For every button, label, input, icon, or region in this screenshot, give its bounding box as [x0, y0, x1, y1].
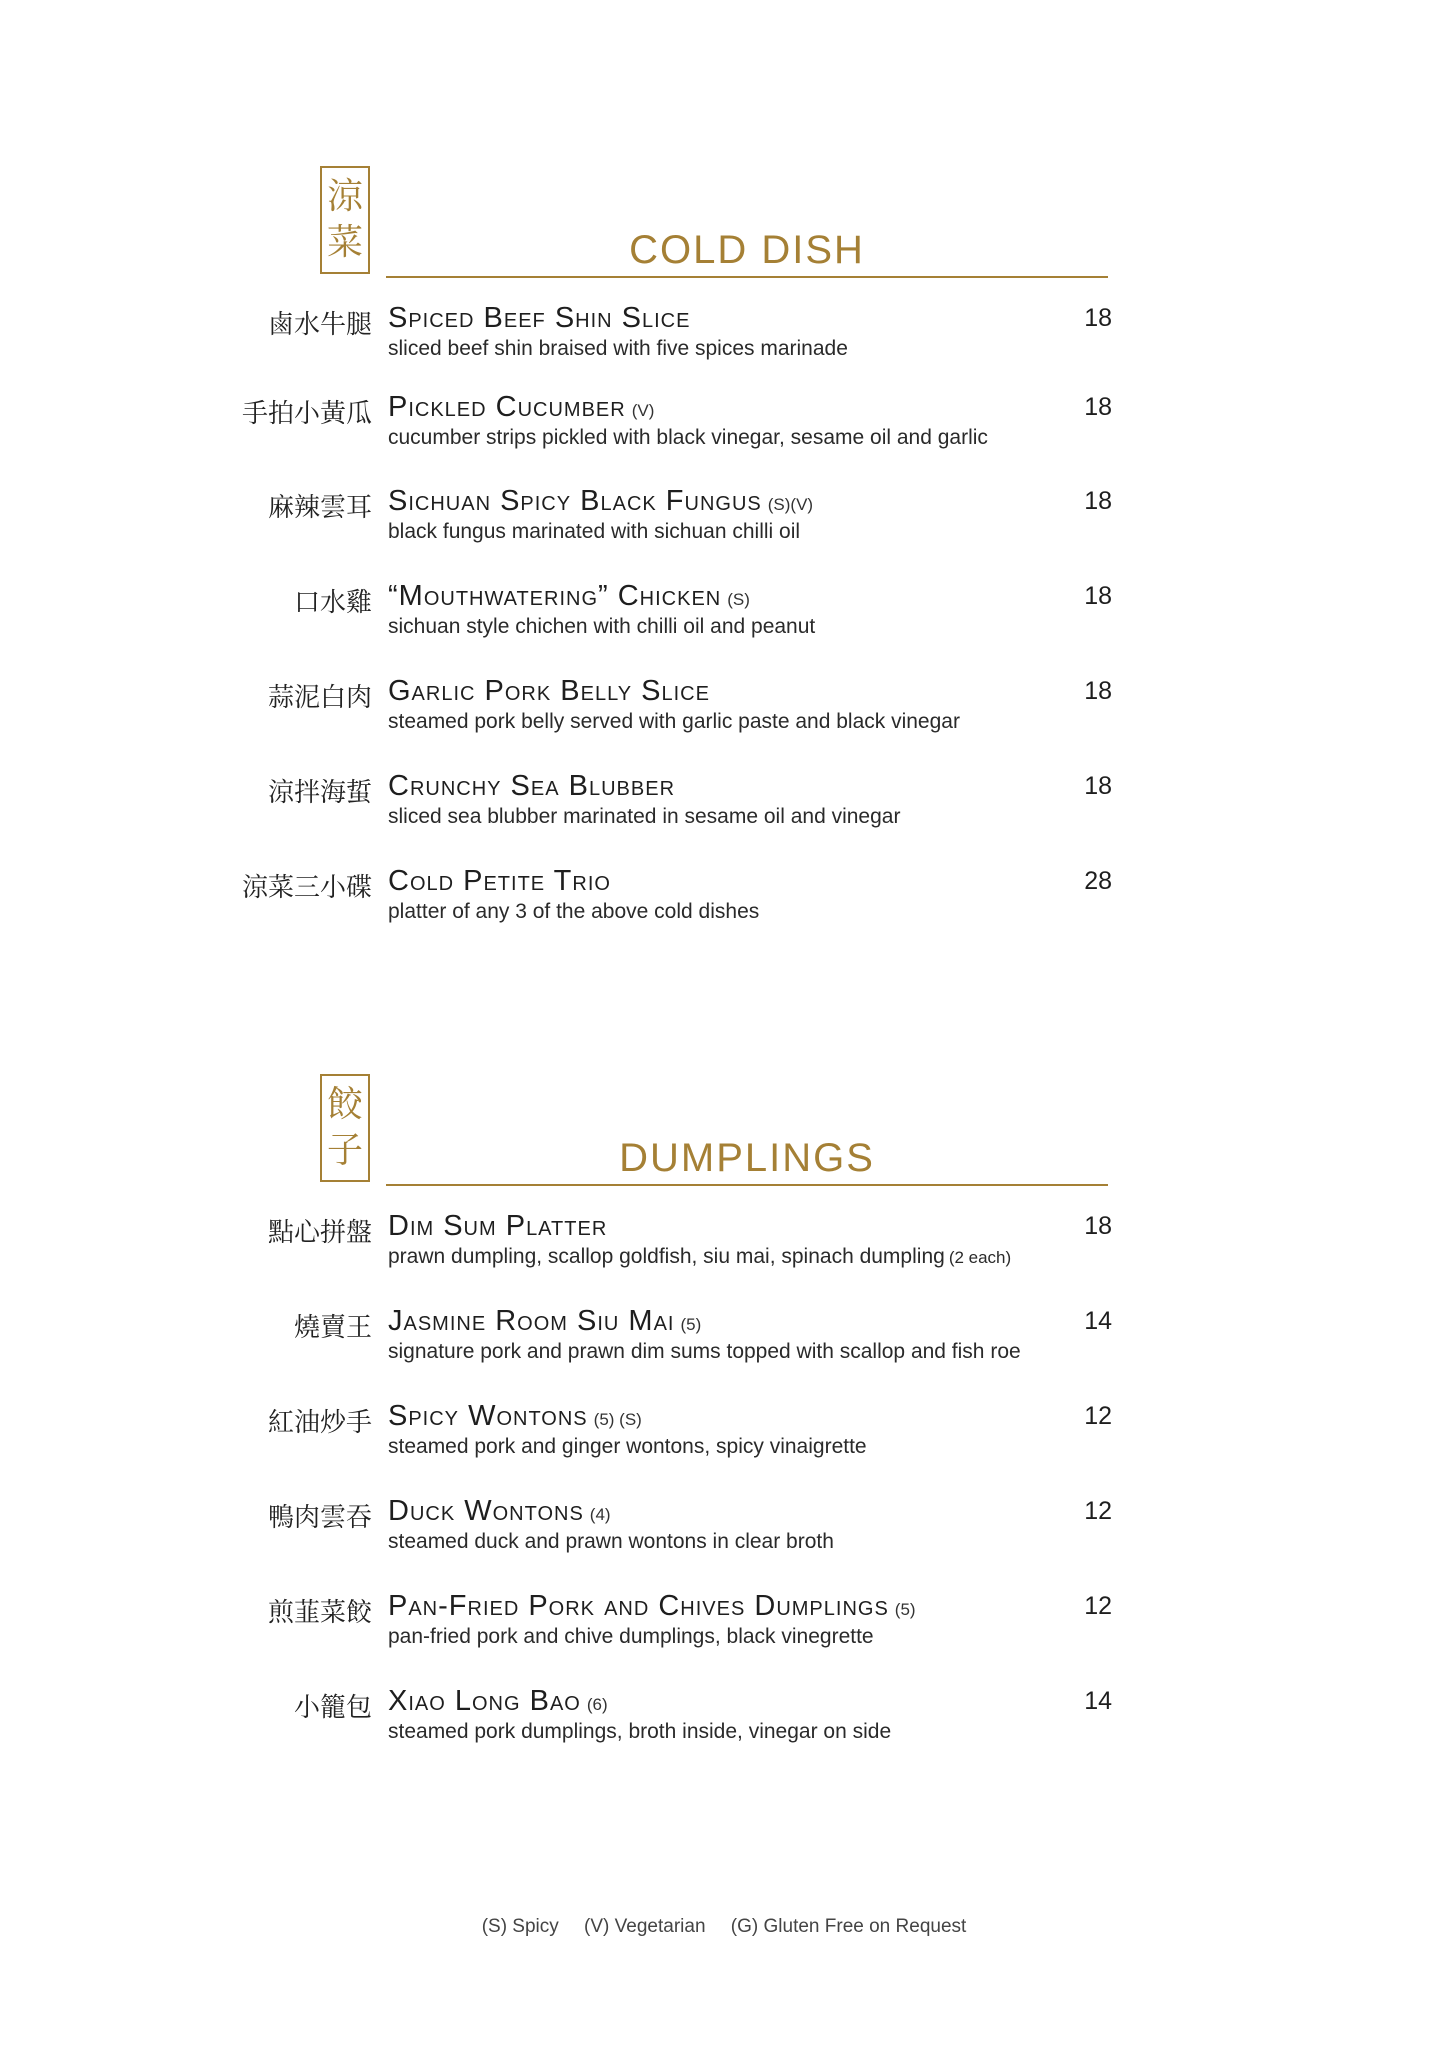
- item-description: steamed pork and ginger wontons, spicy vinaigrette: [388, 1435, 867, 1458]
- menu-item: [0, 302, 1448, 382]
- item-chinese-name: 鹵水牛腿: [267, 310, 372, 340]
- item-name: Garlic Pork Belly Slice: [388, 675, 710, 707]
- menu-item: [0, 391, 1448, 471]
- menu-item: [0, 1400, 1448, 1480]
- item-description: signature pork and prawn dim sums topped with scallop and fish roe: [388, 1340, 1021, 1363]
- menu-item: [0, 1210, 1448, 1290]
- item-name: Spicy Wontons (5) (S): [388, 1400, 642, 1432]
- menu-item: [0, 1495, 1448, 1575]
- item-description: cucumber strips pickled with black vinegar, sesame oil and garlic: [388, 426, 988, 449]
- menu-item: [0, 770, 1448, 850]
- item-description: steamed pork belly served with garlic paste and black vinegar: [388, 710, 960, 733]
- item-description: prawn dumpling, scallop goldfish, siu mai, spinach dumpling (2 each): [388, 1245, 1012, 1268]
- menu-item: [0, 1590, 1448, 1670]
- item-description: black fungus marinated with sichuan chilli oil: [388, 520, 801, 543]
- item-description: sichuan style chichen with chilli oil and peanut: [388, 615, 816, 638]
- item-chinese-name: 涼菜三小碟: [241, 873, 372, 903]
- item-tags: (5) (S): [593, 1410, 642, 1429]
- menu-item: [0, 865, 1448, 945]
- item-chinese-name: 手拍小黃瓜: [241, 399, 372, 429]
- item-tags: (5): [894, 1600, 916, 1619]
- item-chinese-name: 鴨肉雲吞: [267, 1503, 372, 1533]
- item-price: 12: [1084, 1402, 1112, 1430]
- item-description: pan-fried pork and chive dumplings, black vinegrette: [388, 1625, 874, 1648]
- item-chinese-name: 口水雞: [293, 588, 372, 618]
- cold-dish-divider: [386, 276, 1108, 278]
- seal-char: 子: [326, 1130, 363, 1171]
- legend-vegetarian: (V) Vegetarian: [584, 1916, 706, 1937]
- dietary-legend: [0, 1916, 1448, 1938]
- item-price: 28: [1084, 867, 1112, 895]
- item-tags: (6): [586, 1695, 608, 1714]
- seal-char: 涼: [326, 176, 363, 217]
- item-description: sliced beef shin braised with five spices marinade: [388, 337, 848, 360]
- seal-char: 菜: [326, 222, 363, 263]
- item-description: steamed pork dumplings, broth inside, vinegar on side: [388, 1720, 892, 1743]
- item-name: Cold Petite Trio: [388, 865, 611, 897]
- cold-dish-title: COLD DISH: [629, 228, 865, 272]
- item-name: Dim Sum Platter: [388, 1210, 608, 1242]
- dumplings-divider: [386, 1184, 1108, 1186]
- item-description: platter of any 3 of the above cold dishes: [388, 900, 760, 923]
- item-name: Pickled Cucumber (V): [388, 391, 655, 423]
- dumplings-title: DUMPLINGS: [619, 1136, 875, 1180]
- dumplings-seal: [320, 1074, 370, 1182]
- item-price: 18: [1084, 772, 1112, 800]
- legend-gluten-free: (G) Gluten Free on Request: [730, 1916, 967, 1937]
- item-chinese-name: 小籠包: [293, 1693, 372, 1723]
- item-price: 18: [1084, 393, 1112, 421]
- item-price: 12: [1084, 1497, 1112, 1525]
- item-note: (2 each): [948, 1248, 1012, 1267]
- item-tags: (5): [680, 1315, 702, 1334]
- item-name: Crunchy Sea Blubber: [388, 770, 676, 802]
- menu-item: [0, 675, 1448, 755]
- item-tags: (S): [727, 590, 750, 609]
- item-price: 12: [1084, 1592, 1112, 1620]
- item-name: Xiao Long Bao (6): [388, 1685, 608, 1717]
- item-chinese-name: 蒜泥白肉: [267, 683, 372, 713]
- menu-item: [0, 1305, 1448, 1385]
- item-chinese-name: 燒賣王: [293, 1313, 372, 1343]
- menu-item: [0, 1685, 1448, 1765]
- item-price: 14: [1084, 1687, 1112, 1715]
- item-tags: (S)(V): [767, 495, 814, 514]
- menu-item: [0, 485, 1448, 565]
- item-price: 18: [1084, 487, 1112, 515]
- dumplings-section: [0, 1074, 1448, 1194]
- legend-spicy: (S) Spicy: [481, 1916, 559, 1937]
- item-price: 14: [1084, 1307, 1112, 1335]
- item-price: 18: [1084, 1212, 1112, 1240]
- dumplings-header: [0, 1074, 1448, 1194]
- item-tags: (4): [589, 1505, 611, 1524]
- item-name: Sichuan Spicy Black Fungus (S)(V): [388, 485, 814, 517]
- item-name: Pan-Fried Pork and Chives Dumplings (5): [388, 1590, 916, 1622]
- item-price: 18: [1084, 582, 1112, 610]
- item-chinese-name: 涼拌海蜇: [267, 778, 372, 808]
- item-name: Jasmine Room Siu Mai (5): [388, 1305, 702, 1337]
- seal-char: 餃: [326, 1084, 363, 1125]
- item-price: 18: [1084, 677, 1112, 705]
- item-chinese-name: 點心拼盤: [267, 1218, 372, 1248]
- cold-dish-header: [0, 166, 1448, 286]
- item-description: steamed duck and prawn wontons in clear broth: [388, 1530, 834, 1553]
- item-price: 18: [1084, 304, 1112, 332]
- menu-item: [0, 580, 1448, 660]
- item-description: sliced sea blubber marinated in sesame oil and vinegar: [388, 805, 901, 828]
- cold-dish-section: [0, 166, 1448, 286]
- item-chinese-name: 麻辣雲耳: [267, 493, 372, 523]
- cold-dish-seal: [320, 166, 370, 274]
- item-name: Duck Wontons (4): [388, 1495, 611, 1527]
- item-chinese-name: 紅油炒手: [267, 1408, 372, 1438]
- item-name: “Mouthwatering” Chicken (S): [388, 580, 750, 612]
- item-tags: (V): [631, 401, 655, 420]
- item-chinese-name: 煎韮菜餃: [267, 1598, 372, 1628]
- item-name: Spiced Beef Shin Slice: [388, 302, 691, 334]
